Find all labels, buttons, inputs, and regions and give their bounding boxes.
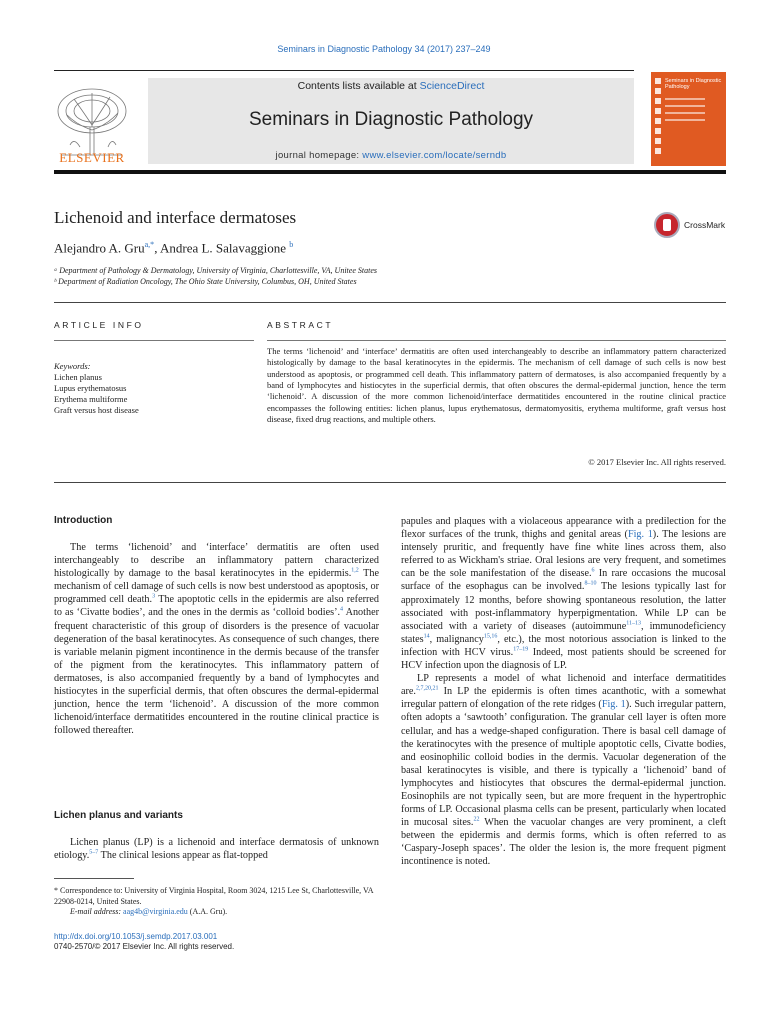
elsevier-wordmark: ELSEVIER	[59, 150, 125, 165]
contents-prefix: Contents lists available at	[297, 80, 420, 92]
running-head[interactable]: Seminars in Diagnostic Pathology 34 (2017) 237–249	[277, 44, 491, 54]
figure-link[interactable]: Fig. 1	[627, 529, 653, 541]
abstract-heading: ABSTRACT	[267, 320, 334, 330]
citation-ref[interactable]: 11–13	[626, 620, 642, 627]
authors: Alejandro A. Gru$^{a,*}$, Andrea L. Salavaggione $^b$	[54, 240, 294, 256]
cover-lines	[665, 98, 722, 121]
article-info-heading: ARTICLE INFO	[54, 320, 144, 330]
article-info-rule	[54, 340, 254, 341]
keyword-item: Graft versus host disease	[54, 405, 139, 415]
affiliation-b: ᵇ Department of Radiation Oncology, The Ohio State University, Columbus, OH, United States	[54, 277, 357, 286]
doi-link[interactable]: http://dx.doi.org/10.1053/j.semdp.2017.03.001	[54, 932, 218, 941]
keyword-item: Erythema multiforme	[54, 394, 128, 404]
correspondence-footnote: * Correspondence to: University of Virginia Hospital, Room 3024, 1215 Lee St, Charlottesville, VA 22908-0214, United States. E-mail address: aag4b@virginia.edu (A.A. Gru).	[54, 886, 379, 918]
email-link[interactable]: aag4b@virginia.edu	[123, 907, 188, 916]
citation-ref[interactable]: 22	[473, 816, 480, 823]
crossmark-badge[interactable]	[654, 212, 728, 240]
cover-icon-strip	[655, 78, 661, 162]
citation-ref[interactable]: 17–19	[513, 646, 529, 653]
footnote-rule	[54, 878, 134, 879]
citation-ref[interactable]: 8–10	[584, 581, 597, 588]
correspondence-text: * Correspondence to: University of Virginia Hospital, Room 3024, 1215 Lee St, Charlottesville, VA 22908-0214, United States.	[54, 886, 374, 906]
affiliation-a: ᵃ Department of Pathology & Dermatology, University of Virginia, Charlottesville, VA, Unitee States	[54, 266, 377, 275]
homepage-prefix: journal homepage:	[275, 150, 363, 161]
issn-copyright: 0740-2570/© 2017 Elsevier Inc. All rights reserved.	[54, 942, 235, 951]
body-rule	[54, 482, 726, 483]
citation-ref[interactable]: 2,7,20,21	[415, 685, 439, 692]
citation-ref[interactable]: 1,2	[351, 567, 359, 574]
keyword-item: Lichen planus	[54, 372, 102, 382]
figure-link[interactable]: Fig. 1	[601, 699, 626, 711]
crossmark-label: CrossMark	[684, 220, 726, 230]
keyword-item: Lupus erythematosus	[54, 383, 127, 393]
homepage-line	[148, 150, 634, 161]
citation-ref[interactable]: 3	[152, 593, 156, 600]
crossmark-icon	[654, 212, 680, 238]
keywords-label: Keywords:	[54, 361, 91, 371]
keywords-block	[54, 361, 139, 416]
citation-ref[interactable]: 15,16	[483, 633, 498, 640]
header-thick-rule	[54, 170, 726, 174]
sciencedirect-link[interactable]: ScienceDirect	[419, 80, 485, 92]
author-2: Andrea L. Salavaggione	[159, 240, 286, 256]
contents-line	[148, 80, 634, 92]
citation-ref[interactable]: 5–7	[89, 849, 99, 856]
right-column-text: papules and plaques with a violaceous appearance with a predilection for the flexor surfaces of the trunk, thighs and genital areas (Fig. 1). The lesions are intensely pruritic, and frequently have fine white lines across them, also referred to as Wickham's striae. Oral lesions are very frequent, and sometimes can be the sole manifestation of the disease.$^6$ In rare occasions the mucosal surface of the esophagus can be involved.$^{8-10}$ The lesions typically last for approximately 12 months, before showing spontaneous resolution, the latter associated with post-inflammatory hyperpigmentation. While LP can be associated with a variety of diseases (autoimmune$^{11-13}$, immunodeficiency states$^{14}$, malignancy$^{15,16}$, etc.), the most notorious association is linked to the infection with HCV virus.$^{17-19}$ Indeed, most patients should be screened for HCV infection upon the diagnosis of LP. LP represents a model of what lichenoid and interface dermatitides are.$^{2,7,20,21}$ In LP the epidermis is often times acanthotic, with a somewhat irregular pattern of elongation of the rete ridges (Fig. 1). Such irregular pattern, often adopts a ‘sawtooth’ configuration. The granular cell layer is often more cellular, and has a wedge-shaped configuration. There is basal cell damage of the keratinocytes with the presence of multiple apoptotic cells, Civatte bodies, and eosinophilic colloid bodies in the dermis. Vacuolar degeneration of the basal keratinocytes is visible, and there is typically a ‘lichenoid’ band of lymphocytes and histiocytes that obscures the dermal-epidermal junction. Eosinophils are not typically seen, but are more frequent in the hypertrophic forms of LP. Occasional plasma cells can be present, particularly when located in mucosal sites.$^{22}$ When the vacuolar changes are very prominent, a cleft between the epidermis and dermis forms, which is often referred to as ‘Caspary-Joseph spaces’. The older the lesion is, the more frequent pigment incontinence is noted.	[401, 516, 726, 868]
author-1-affil[interactable]: a,*	[144, 240, 155, 249]
homepage-link[interactable]: www.elsevier.com/locate/serndb	[362, 150, 507, 161]
cover-title: Seminars in Diagnostic Pathology	[665, 78, 722, 91]
lichen-planus-paragraph: Lichen planus (LP) is a lichenoid and interface dermatosis of unknown etiology.$^{5-7}$ The clinical lesions appear as flat-topped	[54, 837, 379, 862]
journal-title: Seminars in Diagnostic Pathology	[248, 109, 534, 130]
header-rule	[54, 70, 634, 71]
article-title: Lichenoid and interface dermatoses	[54, 208, 297, 227]
abstract-rule	[267, 340, 726, 341]
citation-ref[interactable]: 4	[340, 607, 344, 614]
lichen-planus-heading: Lichen planus and variants	[54, 810, 183, 821]
abstract-text: The terms ‘lichenoid’ and ‘interface’ dermatitis are often used interchangeably to describe an inflammatory pattern characterized histologically by damage to the basal keratinocytes in the epidermis. The mechanism of cell damage of such cells is now best understood as apoptosis, or programmed cell death. This inflammatory pattern of dermatoses, is also accompanied frequently by a band of lymphocytes and histiocytes in the superficial dermis, that often obscures the dermal-epidermal junction, hence the term ‘lichenoid’. A discussion of the more common lichenoid/interface dermatitides encountered in the routine clinical practice encompasses the following entities: lichen planus, lupus erythematosus, dermatomyositis, erythema multiforme, graft versus host disease, fixed drug reactions, and multiple others.	[267, 346, 726, 425]
journal-cover-thumbnail[interactable]	[651, 72, 726, 166]
citation-ref[interactable]: 14	[423, 633, 430, 640]
citation-ref[interactable]: 6	[591, 567, 595, 574]
abstract-copyright: © 2017 Elsevier Inc. All rights reserved.	[588, 457, 726, 467]
email-label: E-mail address:	[70, 907, 122, 916]
introduction-heading: Introduction	[54, 515, 113, 526]
introduction-paragraph: The terms ‘lichenoid’ and ‘interface’ dermatitis are often used interchangeably to describe an inflammatory pattern characterized histologically by damage to the basal keratinocytes in the epidermis.$^{1,2}$ The mechanism of cell damage of such cells is now best understood as apoptosis, or programmed cell death.$^3$ The apoptotic cells in the epidermis are also referred to as ‘Civatte bodies’, and the ones in the dermis as ‘colloid bodies’.$^4$ Another frequent characteristic of this group of disorders is the presence of vacuolar degeneration of the basal keratinocytes. As consequence of such changes, there is variable melanin pigment incontinence in the dermis because of the transfer of the pigment from the keratinocytes. This inflammatory pattern of dermatoses, is also accompanied frequently by a band of lymphocytes and histiocytes in the superficial dermis, that often obscures the dermal-epidermal junction, hence the term ‘lichenoid’. A discussion of the more common lichenoid/interface dermatitides encountered in the routine clinical practice is followed thereafter.	[54, 542, 380, 737]
author-1: Alejandro A. Gru	[54, 240, 145, 256]
author-2-affil[interactable]: b	[289, 240, 294, 249]
affiliation-rule	[54, 302, 726, 303]
